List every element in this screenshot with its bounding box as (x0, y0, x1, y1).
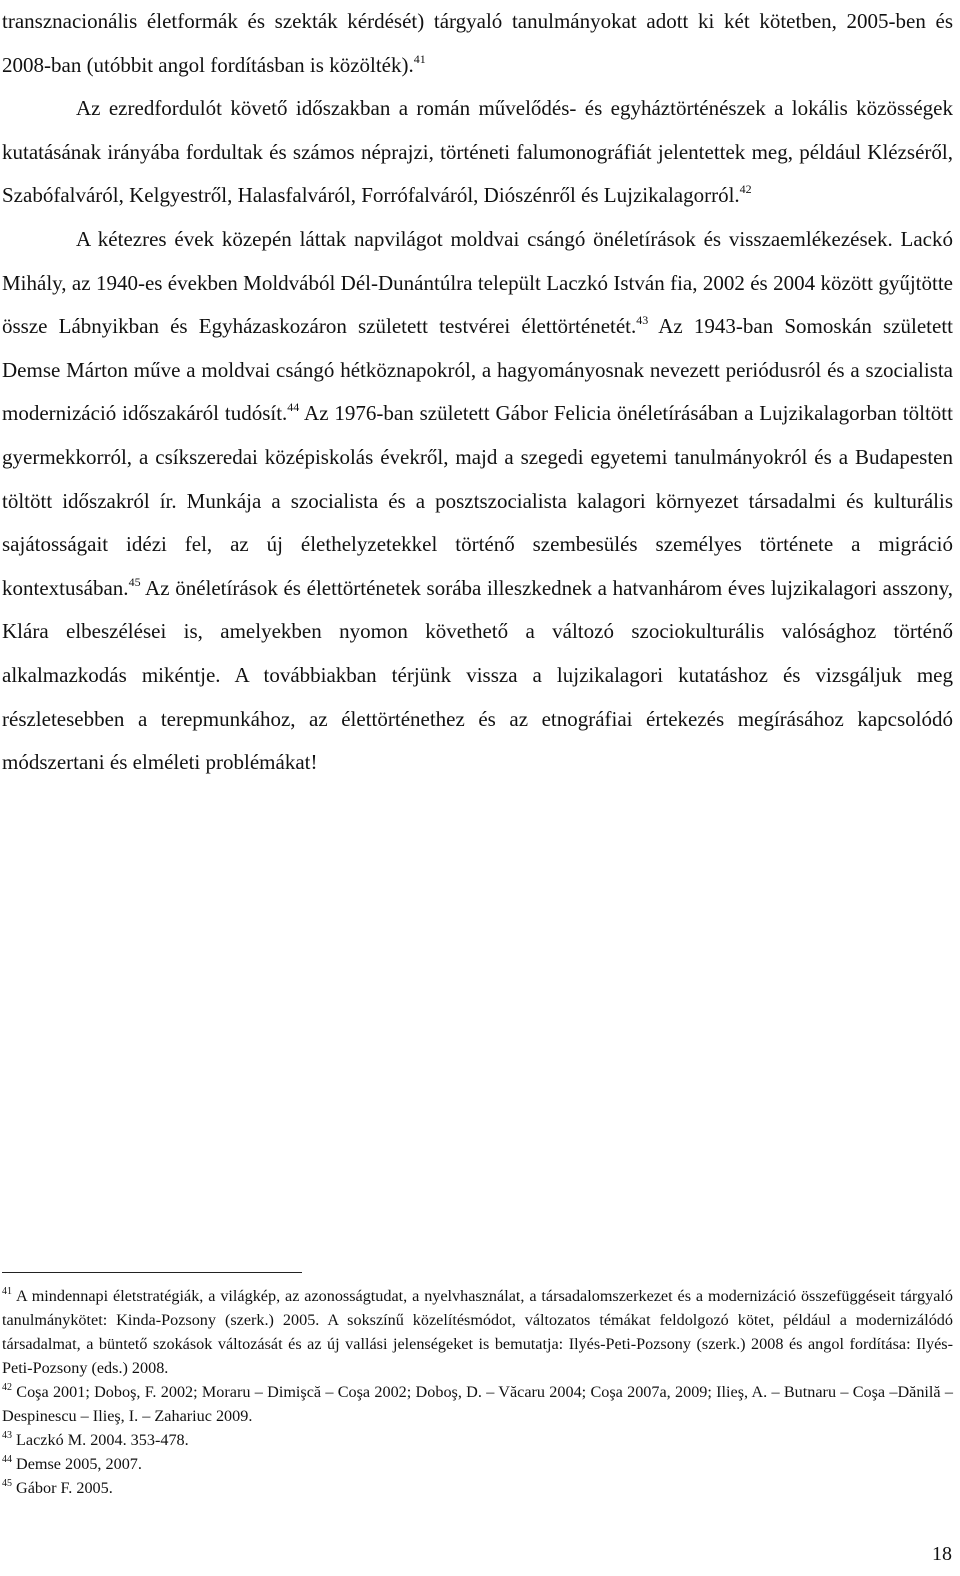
footnote-44 (2, 1452, 953, 1476)
footnote-text: Demse 2005, 2007. (12, 1455, 142, 1473)
footnote-ref-45[interactable]: 45 (128, 574, 141, 589)
footnotes (2, 1284, 953, 1500)
footnote-separator (2, 1272, 302, 1273)
footnote-number: 44 (2, 1454, 12, 1465)
paragraph-2-text: Az ezredfordulót követő időszakban a román művelődés- és egyháztörténészek a lokális közösségek kutatásának irányába fordultak és számos néprajzi, történeti falumonográfiát jelentettek meg, például Klézséről, Szabófalváról, Kelgyestről, Halasfalváról, Forrófalváról, Diószénről és Lujzikalagorról. (2, 96, 953, 208)
footnote-text: A mindennapi életstratégiák, a világkép, az azonosságtudat, a nyelvhasználat, a társadalomszerkezet és a modernizáció összefüggéseit tárgyaló tanulmánykötet: Kinda-Pozsony (szerk.) 2005. A sokszínű közelítésmódot, változatos témákat feldolgozó kötet, például a modernizálódó társadalmat, a büntető szokások változását és az új vallási jelenségeket is bemutatja: Ilyés-Peti-Pozsony (szerk.) 2008 és angol fordítása: Ilyés-Peti-Pozsony (eds.) 2008. (2, 1287, 953, 1377)
footnote-number: 41 (2, 1286, 12, 1297)
page-number: 18 (932, 1543, 952, 1565)
paragraph-3-segment-3: Az 1976-ban született Gábor Felicia önéletírásában a Lujzikalagorban töltött gyermekkorról, a csíkszeredai középiskolás évekről, majd a szegedi egyetemi tanulmányokról és a Budapesten töltött időszakról ír. Munkája a szocialista és a posztszocialista kalagori környezet társadalmi és kulturális sajátosságait idézi fel, az új élethelyzetekkel történő szembesülés személyes története a migráció kontextusában. (2, 401, 953, 600)
footnote-text: Gábor F. 2005. (12, 1479, 113, 1497)
footnote-ref-42[interactable]: 42 (739, 182, 752, 197)
footnote-text: Coşa 2001; Doboş, F. 2002; Moraru – Dimişcă – Coşa 2002; Doboş, D. – Văcaru 2004; Coşa 2007a, 2009; Ilieş, A. – Butnaru – Coşa –Dănilă –Despinescu – Ilieş, I. – Zahariuc 2009. (2, 1383, 953, 1425)
footnote-number: 45 (2, 1478, 12, 1489)
paragraph-1-text: transznacionális életformák és szekták kérdését) tárgyaló tanulmányokat adott ki két kötetben, 2005-ben és 2008-ban (utóbbit angol fordításban is közölték). (2, 9, 953, 77)
paragraph-3 (2, 218, 953, 785)
paragraph-1 (2, 0, 953, 87)
body-text (2, 0, 953, 785)
footnote-42 (2, 1380, 953, 1428)
footnote-43 (2, 1428, 953, 1452)
footnote-ref-43[interactable]: 43 (636, 313, 649, 328)
paragraph-3-segment-4: Az önéletírások és élettörténetek sorába illeszkednek a hatvanhárom éves lujzikalagori asszony, Klára elbeszélései is, amelyekben nyomon követhető a változó szociokulturális valósághoz történő alkalmazkodás mikéntje. A továbbiakban térjünk vissza a lujzikalagori kutatáshoz és vizsgáljuk meg részletesebben a terepmunkához, az élettörténethez és az etnográfiai értekezés megírásához kapcsolódó módszertani és elméleti problémákat! (2, 575, 953, 775)
footnote-text: Laczkó M. 2004. 353-478. (12, 1431, 189, 1449)
footnote-ref-41[interactable]: 41 (413, 51, 426, 66)
footnote-ref-44[interactable]: 44 (287, 400, 300, 415)
paragraph-3-segment-1: A kétezres évek közepén láttak napvilágot moldvai csángó önéletírások és visszaemlékezések. Lackó Mihály, az 1940-es években Moldvából Dél-Dunántúlra települt Laczkó István fia, 2002 és 2004 között gyűjtötte össze Lábnyikban és Egyházaskozáron született testvérei élettörténetét. (2, 226, 953, 339)
paragraph-2 (2, 87, 953, 218)
footnote-number: 43 (2, 1430, 12, 1441)
footnote-45 (2, 1476, 953, 1500)
footnote-number: 42 (2, 1382, 12, 1393)
paragraph-3-segment-2: Az 1943-ban Somoskán született Demse Márton műve a moldvai csángó hétköznapokról, a hagyományosnak nevezett periódusról és a szocialista modernizáció időszakáról tudósít. (2, 314, 953, 426)
footnote-41 (2, 1284, 953, 1380)
